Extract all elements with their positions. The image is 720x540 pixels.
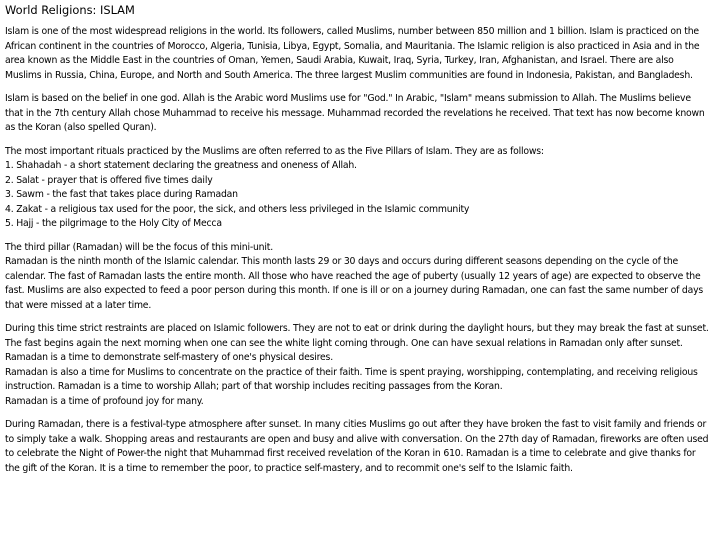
restraints-section	[5, 322, 710, 409]
pillar-item: 2. Salat - prayer that is offered five times daily	[5, 174, 213, 186]
document-title: World Religions: ISLAM	[5, 3, 135, 17]
ramadan-section	[5, 241, 710, 314]
festival-paragraph: During Ramadan, there is a festival-type atmosphere after sunset. In many cities Muslims go out after they have broken the fast to visit family and friends or to simply take a walk. Shopping areas and restaurants are open and busy and alive with conversation. On the 27th day of Ramadan, fireworks are often used to celebrate the Night of Power-the night that Muhammad first received revelation of the Koran in 610. Ramadan is a time to celebrate and give thanks for the gift of the Koran. It is a time to remember the poor, to practice self-mastery, and to recommit one's self to the Islamic faith.	[5, 419, 709, 474]
intro-paragraph: Islam is one of the most widespread religions in the world. Its followers, called Muslims, number between 850 million and 1 billion. Islam is practiced on the African continent in the countries of Morocco, Algeria, Tunisia, Libya, Egypt, Somalia, and Mauritania. The Islamic religion is also practiced in Asia and in the area known as the Middle East in the countries of Oman, Yemen, Saudi Arabia, Kuwait, Iraq, Syria, Turkey, Iran, Afghanistan, and Israel. There are also Muslims in Russia, China, Europe, and North and South America. The three largest Muslim communities are found in Indonesia, Pakistan, and Bangladesh.	[5, 26, 700, 81]
pillar-item: 1. Shahadah - a short statement declaring the greatness and oneness of Allah.	[5, 160, 357, 171]
pillars-intro: The most important rituals practiced by the Muslims are often referred to as the Five Pillars of Islam. They are as follows:	[5, 145, 544, 157]
joy-line: Ramadan is a time of profound joy for many.	[5, 395, 204, 407]
pillar-item: 3. Sawm - the fast that takes place during Ramadan	[5, 189, 238, 200]
document-body	[5, 3, 710, 485]
belief-paragraph: Islam is based on the belief in one god. Allah is the Arabic word Muslims use for "God." In Arabic, "Islam" means submission to Allah. The Muslims believe that in the 7th century Allah chose Muhammad to receive his message. Muhammad recorded the revelations he received. That text has now become known as the Koran (also spelled Quran).	[5, 93, 705, 133]
ramadan-focus: The third pillar (Ramadan) will be the focus of this mini-unit.	[5, 241, 273, 253]
five-pillars-section	[5, 145, 710, 232]
pillar-item: 5. Hajj - the pilgrimage to the Holy City of Mecca	[5, 218, 222, 229]
pillar-item: 4. Zakat - a religious tax used for the poor, the sick, and others less privileged in the Islamic community	[5, 203, 470, 215]
concentrate-paragraph: Ramadan is also a time for Muslims to concentrate on the practice of their faith. Time is spent praying, worshipping, contemplating, and receiving religious instruction. Ramadan is a time to worship Allah; part of that worship includes reciting passages from the Koran.	[5, 366, 698, 392]
ramadan-intro-paragraph: Ramadan is the ninth month of the Islamic calendar. This month lasts 29 or 30 days and occurs during different seasons depending on the cycle of the calendar. The fast of Ramadan lasts the entire month. All those who have reached the age of puberty (usually 12 years of age) are expected to observe the fast. Muslims are also expected to feed a poor person during this month. If one is ill or on a journey during Ramadan, one can fast the same number of days that were missed at a later time.	[5, 256, 704, 311]
restraints-paragraph: During this time strict restraints are placed on Islamic followers. They are not to eat or drink during the daylight hours, but they may break the fast at sunset. The fast begins again the next morning when one can see the white light coming through. One can have sexual relations in Ramadan only after sunset. Ramadan is a time to demonstrate self-mastery of one's physical desires.	[5, 323, 709, 363]
